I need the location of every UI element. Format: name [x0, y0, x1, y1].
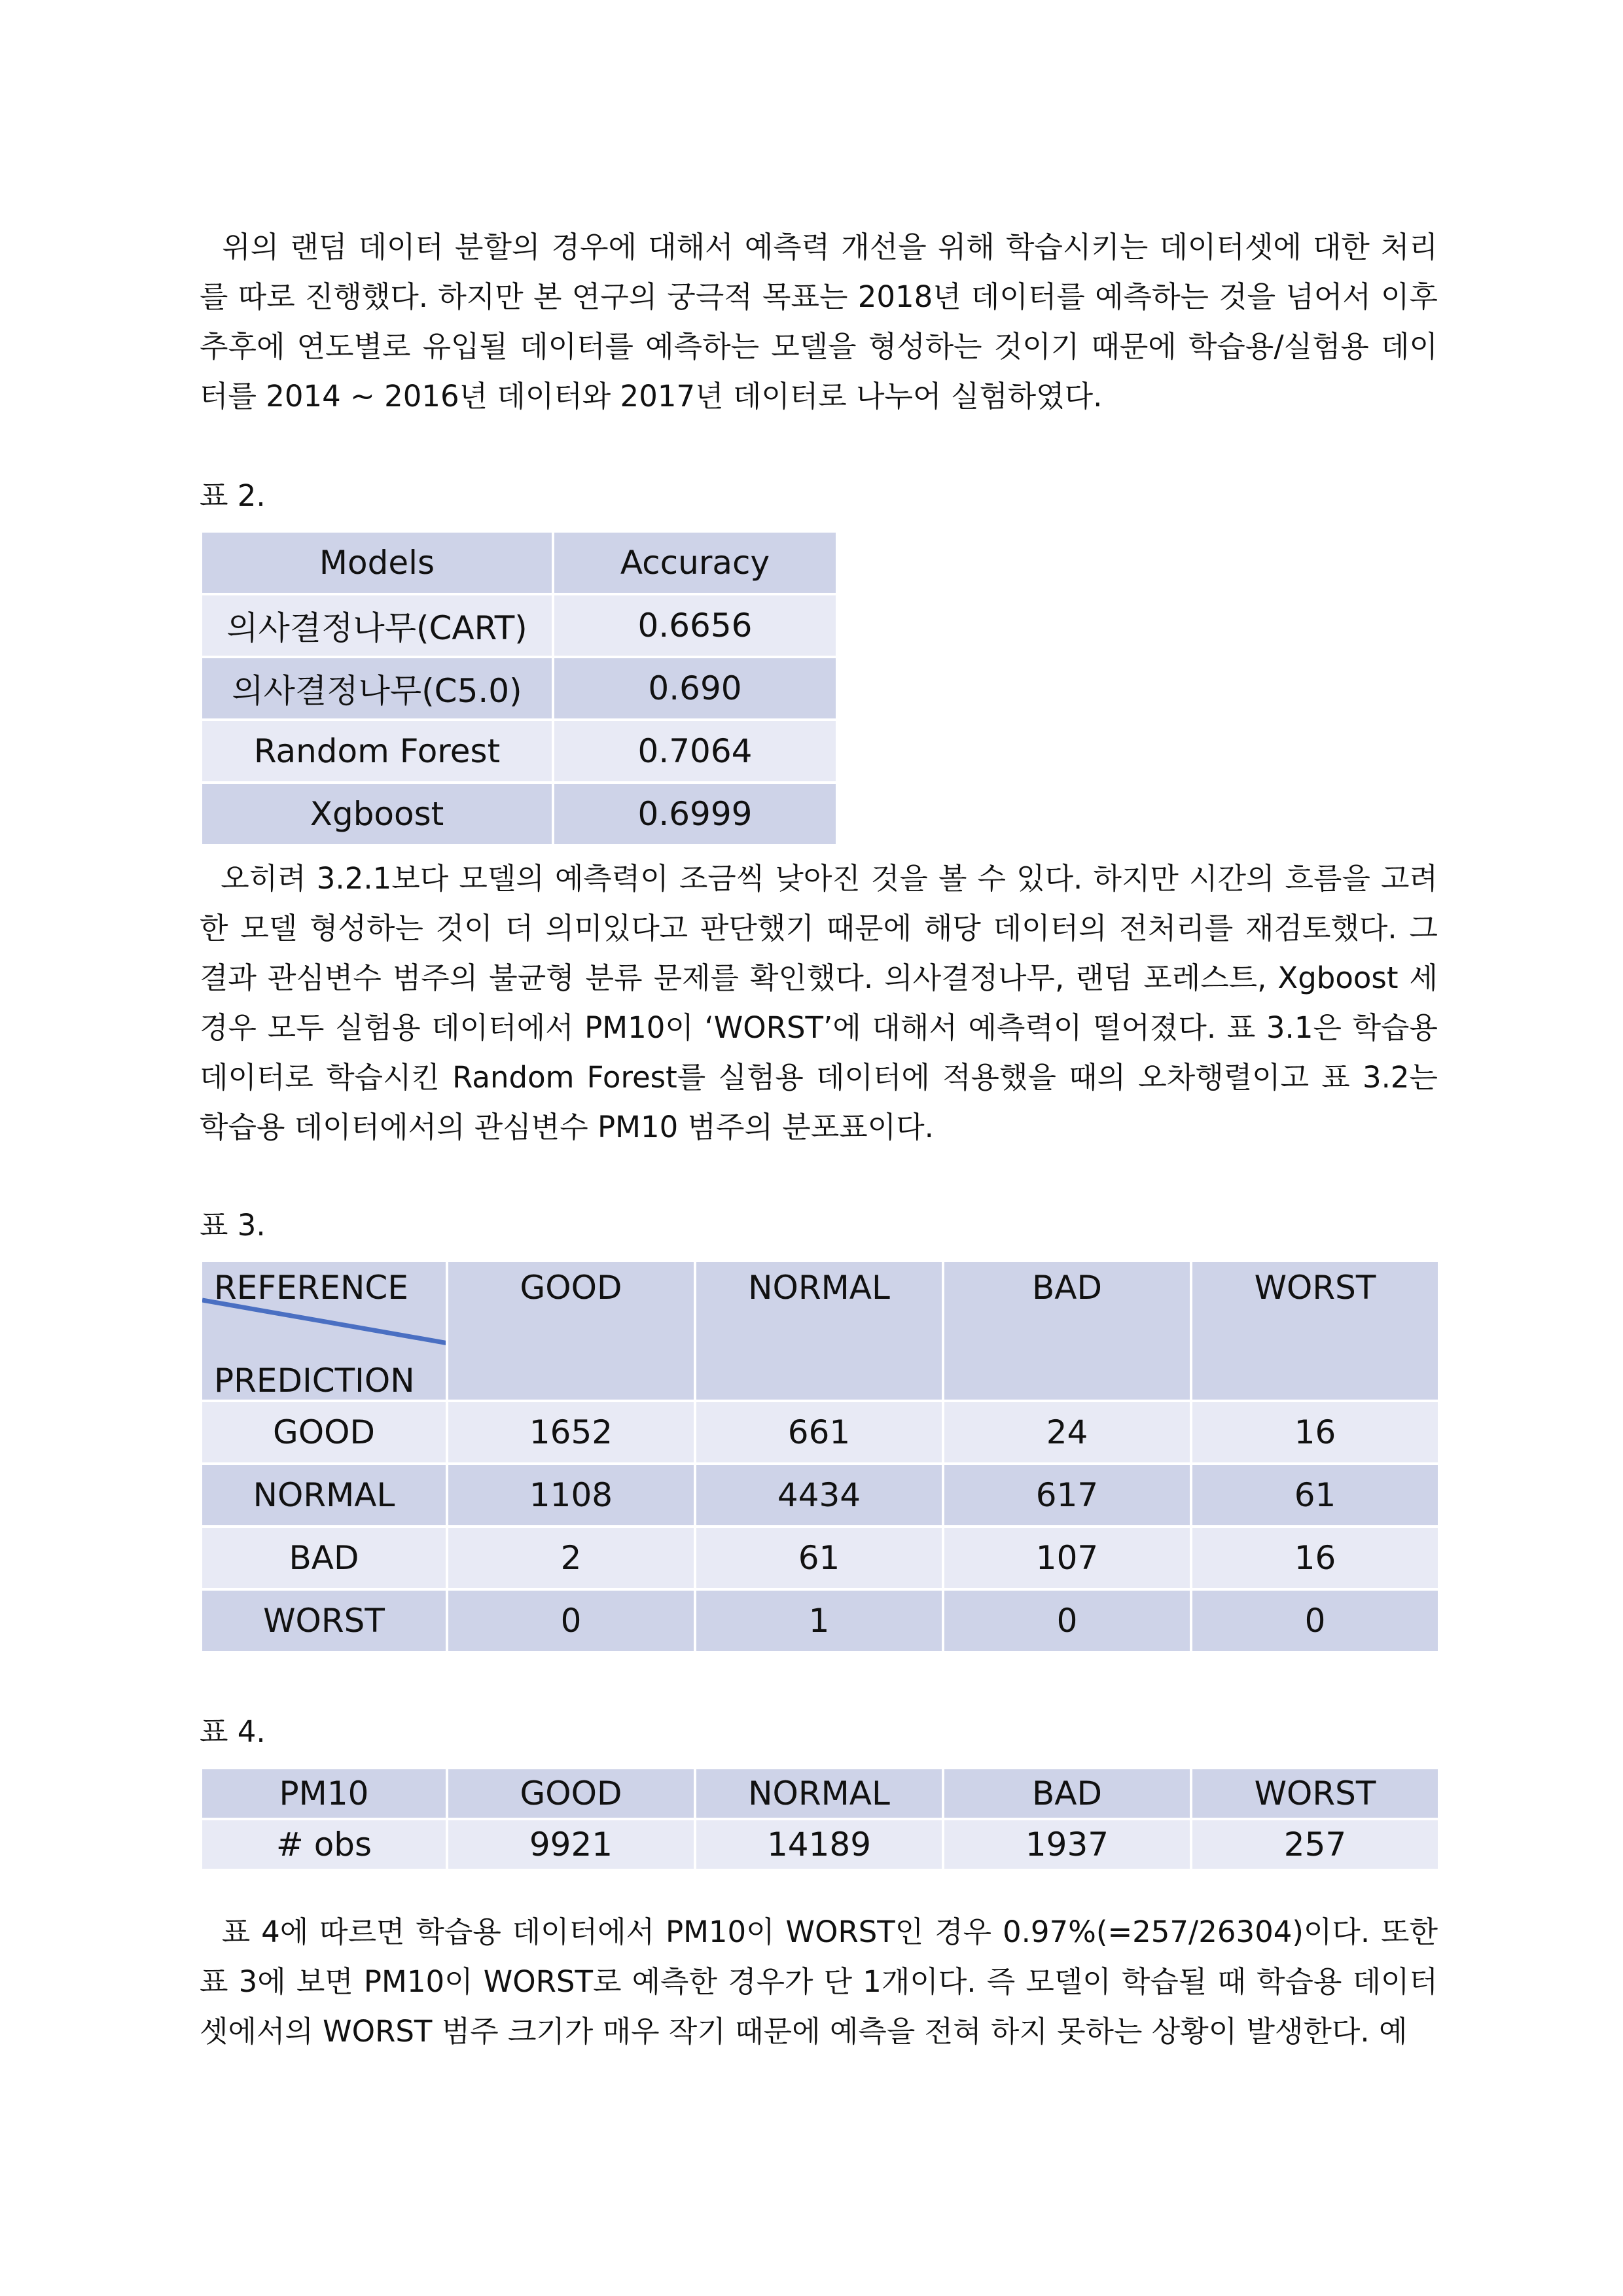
corner-reference-label: REFERENCE: [214, 1269, 408, 1307]
table-row: [201, 1464, 1439, 1527]
value-cell: 0: [1191, 1589, 1439, 1652]
header-cell: BAD: [943, 1261, 1191, 1401]
table-row: [201, 1401, 1439, 1464]
table-row: [201, 783, 837, 845]
table-row: [201, 594, 837, 657]
value-cell: 14189: [695, 1819, 943, 1870]
value-cell: 0: [447, 1589, 695, 1652]
corner-prediction-label: PREDICTION: [214, 1362, 415, 1400]
value-cell: 257: [1191, 1819, 1439, 1870]
header-cell: WORST: [1191, 1768, 1439, 1819]
table-3-confusion-matrix: [200, 1260, 1440, 1653]
table-row: [201, 720, 837, 783]
header-cell: WORST: [1191, 1261, 1439, 1401]
row-label-cell: NORMAL: [201, 1464, 447, 1527]
table-4-pm10-distribution: [200, 1767, 1440, 1871]
value-cell: 24: [943, 1401, 1191, 1464]
value-cell: 4434: [695, 1464, 943, 1527]
table-row: [201, 1819, 1439, 1870]
table-3-caption: 표 3.: [200, 1208, 266, 1243]
header-cell: Models: [201, 531, 553, 594]
paragraph-conclusion: 표 4에 따르면 학습용 데이터에서 PM10이 WORST인 경우 0.97%(=257/26304)이다. 또한 표 3에 보면 PM10이 WORST로 예측한 경우가 단 1개이다. 즉 모델이 학습될 때 학습용 데이터셋에서의 WORST 범주 크기가 매우 작기 때문에 예측을 전혀 하지 못하는 상황이 발생한다. 예: [200, 1915, 1438, 2049]
model-name-cell: Random Forest: [201, 720, 553, 783]
header-cell: PM10: [201, 1768, 447, 1819]
header-cell: NORMAL: [695, 1768, 943, 1819]
corner-header-cell: [201, 1261, 447, 1401]
table-header-row: [201, 1261, 1439, 1401]
row-label-cell: BAD: [201, 1527, 447, 1589]
value-cell: 1108: [447, 1464, 695, 1527]
row-label-cell: WORST: [201, 1589, 447, 1652]
table-header-row: [201, 1768, 1439, 1819]
table-4-caption: 표 4.: [200, 1714, 266, 1749]
value-cell: 1652: [447, 1401, 695, 1464]
header-cell: NORMAL: [695, 1261, 943, 1401]
model-name-cell: Xgboost: [201, 783, 553, 845]
table-row: [201, 1527, 1439, 1589]
value-cell: 2: [447, 1527, 695, 1589]
model-name-cell: 의사결정나무(CART): [201, 594, 553, 657]
paragraph-analysis: 오히려 3.2.1보다 모델의 예측력이 조금씩 낮아진 것을 볼 수 있다. 하지만 시간의 흐름을 고려한 모델 형성하는 것이 더 의미있다고 판단했기 때문에 해당 데이터의 전처리를 재검토했다. 그 결과 관심변수 범주의 불균형 분류 문제를 확인했다. 의사결정나무, 랜덤 포레스트, Xgboost 세 경우 모두 실험용 데이터에서 PM10이 ‘WORST’에 대해서 예측력이 떨어졌다. 표 3.1은 학습용 데이터로 학습시킨 Random Forest를 실험용 데이터에 적용했을 때의 오차행렬이고 표 3.2는 학습용 데이터에서의 관심변수 PM10 범주의 분포표이다.: [200, 861, 1438, 1144]
row-label-cell: GOOD: [201, 1401, 447, 1464]
table-2-model-accuracy: [200, 530, 838, 847]
table-2-caption: 표 2.: [200, 478, 266, 513]
row-label-cell: # obs: [201, 1819, 447, 1870]
value-cell: 661: [695, 1401, 943, 1464]
header-cell: GOOD: [447, 1261, 695, 1401]
value-cell: 16: [1191, 1527, 1439, 1589]
accuracy-cell: 0.6656: [553, 594, 837, 657]
paragraph-intro: 위의 랜덤 데이터 분할의 경우에 대해서 예측력 개선을 위해 학습시키는 데이터셋에 대한 처리를 따로 진행했다. 하지만 본 연구의 궁극적 목표는 2018년 데이터를 예측하는 것을 넘어서 이후 추후에 연도별로 유입될 데이터를 예측하는 모델을 형성하는 것이기 때문에 학습용/실험용 데이터를 2014 ~ 2016년 데이터와 2017년 데이터로 나누어 실험하였다.: [200, 230, 1438, 414]
table-header-row: [201, 531, 837, 594]
accuracy-cell: 0.690: [553, 657, 837, 720]
value-cell: 61: [1191, 1464, 1439, 1527]
header-cell: GOOD: [447, 1768, 695, 1819]
value-cell: 0: [943, 1589, 1191, 1652]
table-row: [201, 1589, 1439, 1652]
accuracy-cell: 0.6999: [553, 783, 837, 845]
value-cell: 617: [943, 1464, 1191, 1527]
value-cell: 1: [695, 1589, 943, 1652]
value-cell: 9921: [447, 1819, 695, 1870]
header-cell: Accuracy: [553, 531, 837, 594]
value-cell: 1937: [943, 1819, 1191, 1870]
table-row: [201, 657, 837, 720]
value-cell: 61: [695, 1527, 943, 1589]
model-name-cell: 의사결정나무(C5.0): [201, 657, 553, 720]
value-cell: 107: [943, 1527, 1191, 1589]
accuracy-cell: 0.7064: [553, 720, 837, 783]
value-cell: 16: [1191, 1401, 1439, 1464]
header-cell: BAD: [943, 1768, 1191, 1819]
